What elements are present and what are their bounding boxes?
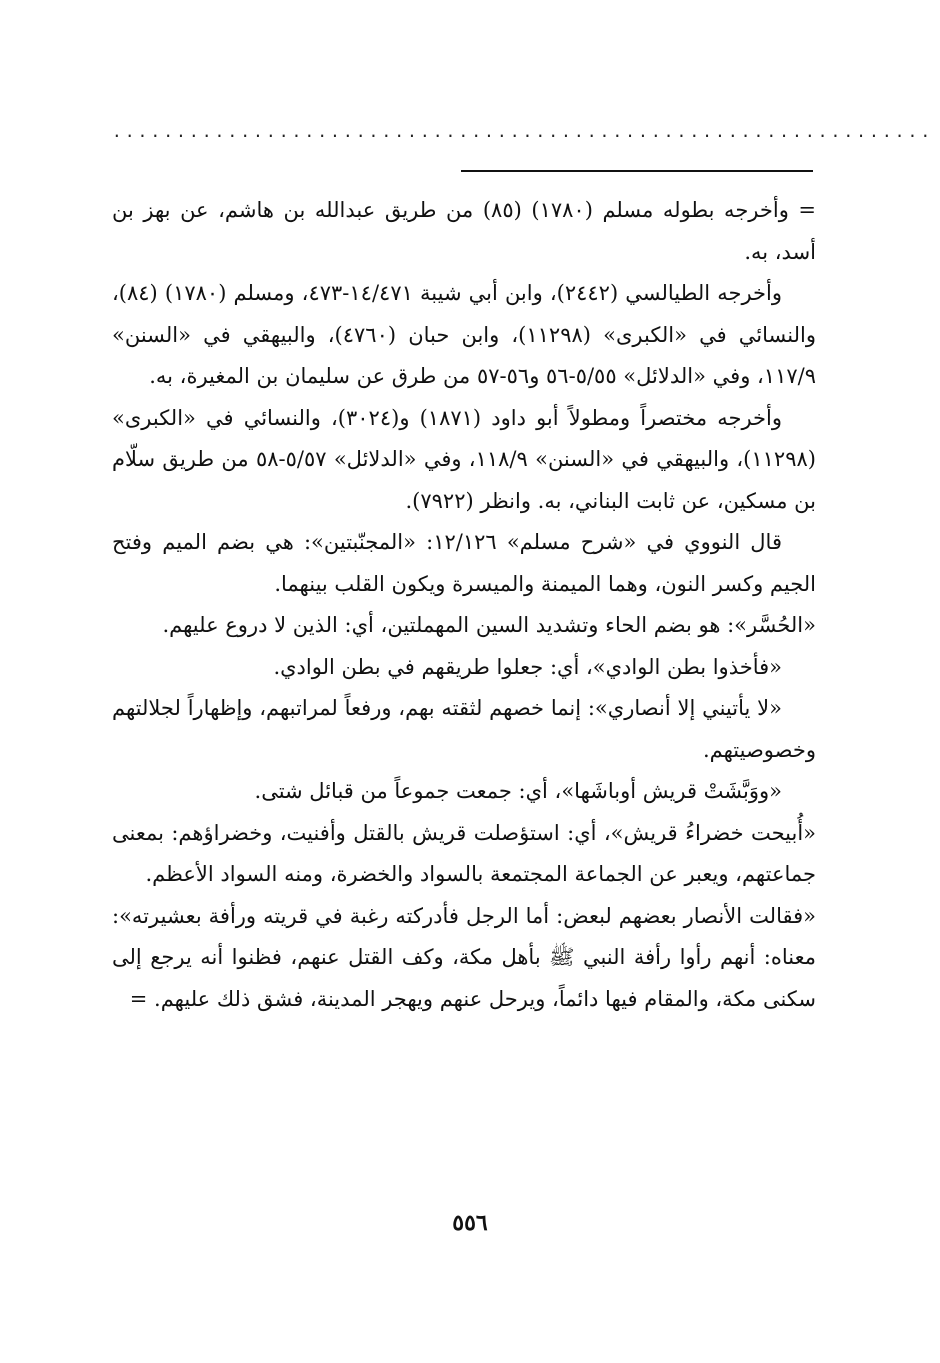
footnote-paragraph: «فقالت الأنصار بعضهم لبعض: أما الرجل فأدركته رغبة في قريته ورأفة بعشيرته»: معناه: أنهم رأوا رأفة النبي ﷺ بأهل مكة، وكف القتل عنهم، فظنوا أنه يرجع إلى سكنى مكة، والمقام فيها دائماً، ويرحل عنهم ويهجر المدينة، فشق ذلك عليهم. =	[112, 903, 816, 1011]
footnote-rule	[461, 170, 813, 172]
footnote-paragraph: وأخرجه الطيالسي (٢٤٤٢)، وابن أبي شيبة ١٤/٤٧١-٤٧٣، ومسلم (١٧٨٠) (٨٤)، والنسائي في «الكبرى» (١١٢٩٨)، وابن حبان (٤٧٦٠)، والبيهقي في «السنن» ١١٧/٩، وفي «الدلائل» ٥/٥٥-٥٦ و٥٦-٥٧ من طرق عن سليمان بن المغيرة، به.	[112, 281, 816, 388]
footnote-paragraph: «لا يأتيني إلا أنصاري»: إنما خصهم لثقته بهم، ورفعاً لمراتبهم، وإظهاراً لجلالتهم وخصوصيتهم.	[112, 696, 816, 762]
footnote-paragraph: = وأخرجه بطوله مسلم (١٧٨٠) (٨٥) من طريق عبدالله بن هاشم، عن بهز بن أسد، به.	[112, 198, 817, 264]
footnote-paragraph: وأخرجه مختصراً ومطولاً أبو داود (١٨٧١) و(٣٠٢٤)، والنسائي في «الكبرى» (١١٢٩٨)، والبيهقي في «السنن» ١١٨/٩، وفي «الدلائل» ٥/٥٧-٥٨ من طريق سلّام بن مسكين، عن ثابت البناني، به. وانظر (٧٩٢٢).	[112, 405, 816, 513]
footnote-paragraph: «أُبيحت خضراءُ قريش»، أي: استؤصلت قريش بالقتل وأفنيت، وخضراؤهم: بمعنى جماعتهم، ويعبر عن الجماعة المجتمعة بالسواد والخضرة، ومنه السواد الأعظم.	[112, 820, 816, 886]
page-number: ٥٥٦	[452, 1210, 488, 1236]
footnotes-section	[112, 190, 816, 1020]
footnote-paragraph: قال النووي في «شرح مسلم» ١٢/١٢٦: «المجنّبتين»: هي بضم الميم وفتح الجيم وكسر النون، وهما الميمنة والميسرة ويكون القلب بينهما.	[112, 530, 816, 596]
footnote-paragraph: «فأخذوا بطن الوادي»، أي: جعلوا طريقهم في بطن الوادي.	[273, 654, 782, 679]
footnote-paragraph: «الحُسَّر»: هو بضم الحاء وتشديد السين المهملتين، أي: الذين لا دروع عليهم.	[162, 613, 816, 637]
footnote-paragraph: «ووَبَّشَتْ قريش أوباشَها»، أي: جمعت جموعاً من قبائل شتى.	[254, 779, 782, 803]
separator-dots: ................................................................	[112, 122, 934, 141]
